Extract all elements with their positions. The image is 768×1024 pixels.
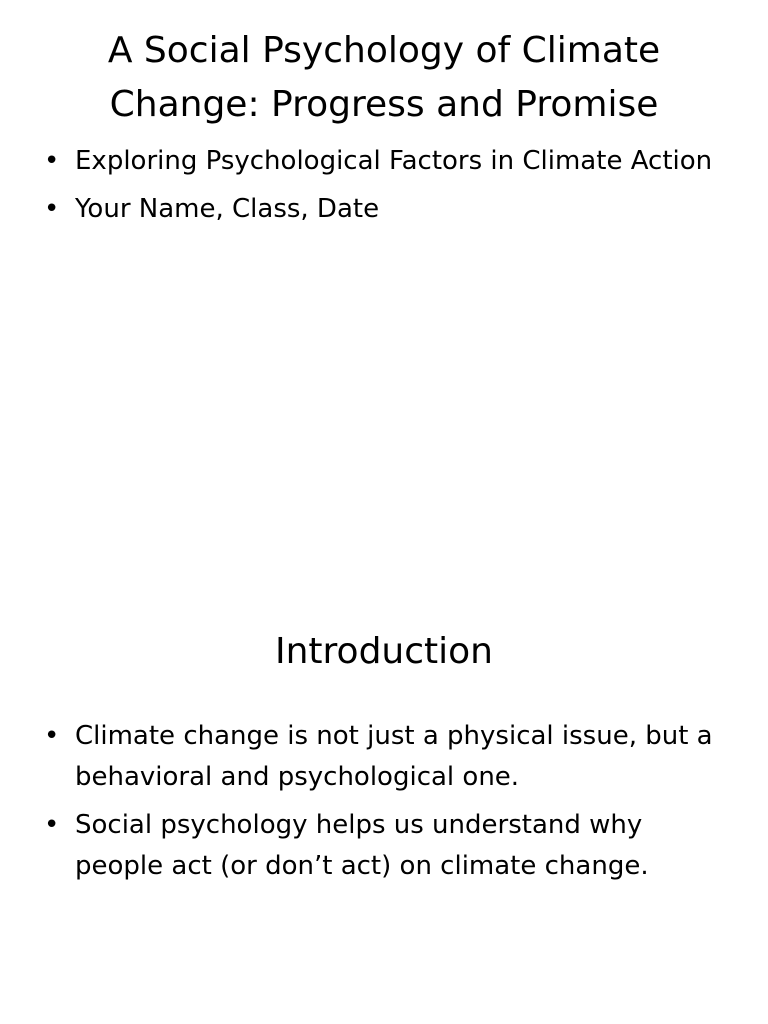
bullet-icon: • [44,194,60,224]
bullet-icon: • [44,810,60,840]
bullet-text: Climate change is not just a physical issue, but a behavioral and psychological one. [75,721,713,792]
list-item [40,805,720,887]
list-item [40,716,720,798]
slide-title: A Social Psychology of Climate Change: Progress and Promise [107,30,661,125]
bullet-text: Your Name, Class, Date [75,194,380,224]
slide-title: Introduction [274,631,493,672]
bullet-icon: • [44,721,60,751]
bullet-text: Exploring Psychological Factors in Climate Action [75,146,713,176]
list-item [40,189,720,230]
bullet-icon: • [44,146,60,176]
bullet-list [40,141,720,237]
list-item [40,141,720,182]
bullet-list [40,716,720,894]
bullet-text: Social psychology helps us understand why people act (or don’t act) on climate change. [75,810,649,881]
slide-2 [0,512,768,1024]
